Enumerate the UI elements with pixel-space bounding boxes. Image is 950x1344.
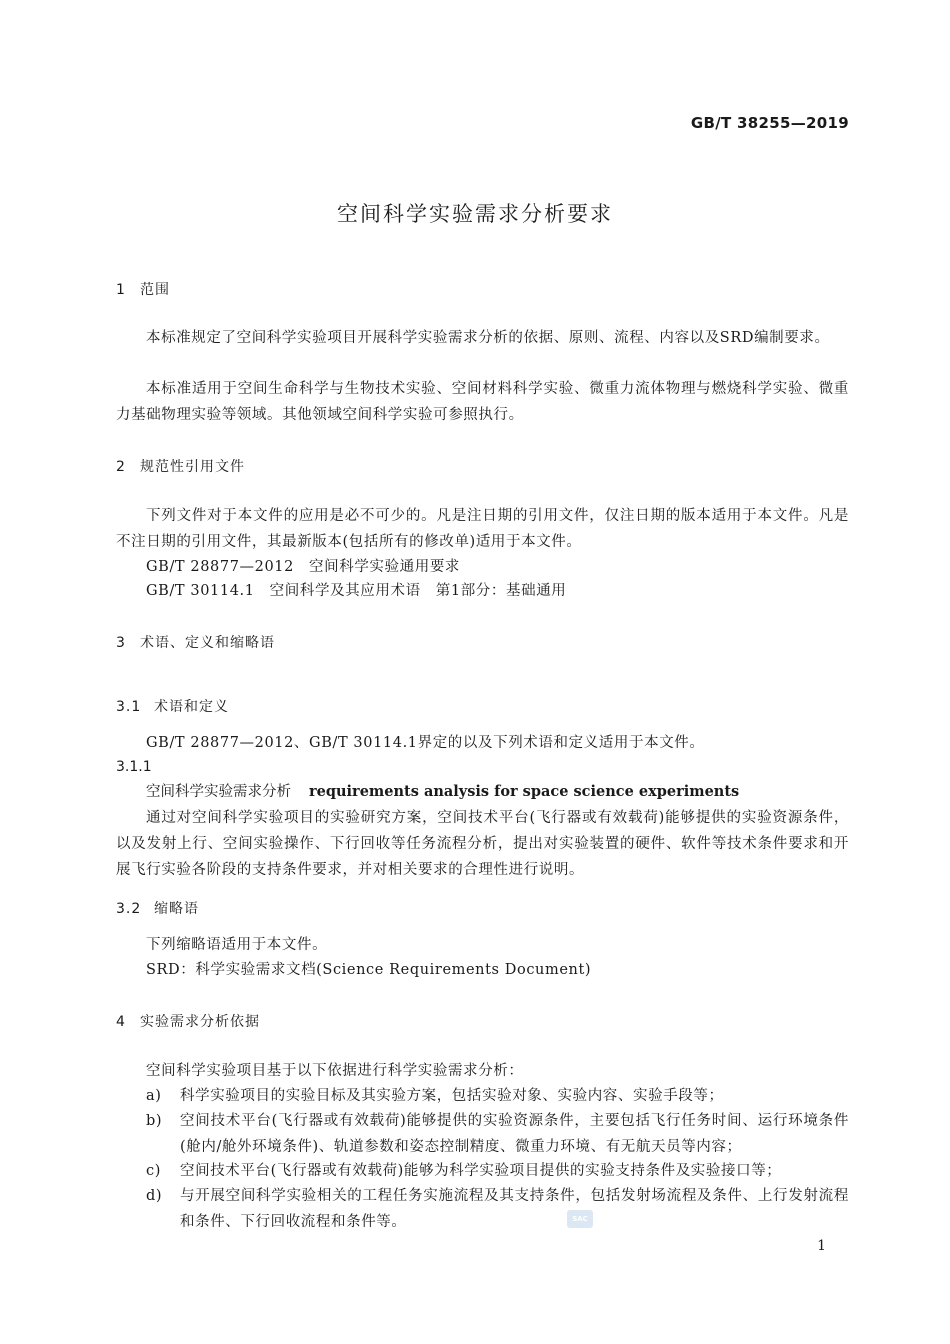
subsection-title: 缩略语 <box>154 901 199 917</box>
section-title: 实验需求分析依据 <box>140 1014 260 1030</box>
term-english: requirements analysis for space science experiments <box>309 783 740 800</box>
list-text: 科学实验项目的实验目标及其实验方案，包括实验对象、实验内容、实验手段等； <box>180 1088 724 1104</box>
list-item <box>146 1158 849 1184</box>
section-1-paragraph-1: 本标准规定了空间科学实验项目开展科学实验需求分析的依据、原则、流程、内容以及SRD编制要求。 <box>146 330 830 346</box>
section-number: 2 <box>116 459 126 475</box>
section-2-heading <box>116 456 245 476</box>
list-item <box>146 1183 849 1235</box>
terms-intro: GB/T 28877—2012、GB/T 30114.1界定的以及下列术语和定义适用于本文件。 <box>146 735 705 751</box>
term-entry <box>146 779 739 805</box>
list-marker: a) <box>146 1088 162 1104</box>
abbreviation-intro: 下列缩略语适用于本文件。 <box>146 937 328 953</box>
list-text: 与开展空间科学实验相关的工程任务实施流程及其支持条件，包括发射场流程及条件、上行发射流程和条件、下行回收流程和条件等。 <box>180 1188 849 1230</box>
section-3-heading <box>116 632 275 652</box>
section-1-heading <box>116 279 170 299</box>
term-number: 3.1.1 <box>116 759 152 775</box>
reference-1: GB/T 28877—2012 空间科学实验通用要求 <box>146 559 461 575</box>
section-title: 范围 <box>140 282 170 298</box>
section-title: 规范性引用文件 <box>140 459 245 475</box>
list-marker: c) <box>146 1163 161 1179</box>
section-2-paragraph: 下列文件对于本文件的应用是必不可少的。凡是注日期的引用文件，仅注日期的版本适用于本文件。凡是不注日期的引用文件，其最新版本(包括所有的修改单)适用于本文件。 <box>116 508 849 550</box>
document-title: 空间科学实验需求分析要求 <box>337 202 613 226</box>
section-1-paragraph-2: 本标准适用于空间生命科学与生物技术实验、空间材料科学实验、微重力流体物理与燃烧科学实验、微重力基础物理实验等领域。其他领域空间科学实验可参照执行。 <box>116 381 849 423</box>
standard-number: GB/T 38255—2019 <box>690 114 849 132</box>
list-item <box>146 1108 849 1160</box>
term-chinese: 空间科学实验需求分析 <box>146 784 291 800</box>
sac-watermark-logo: SAC <box>567 1210 593 1228</box>
basis-intro: 空间科学实验项目基于以下依据进行科学实验需求分析： <box>146 1063 524 1079</box>
list-item <box>146 1083 849 1109</box>
section-number: 4 <box>116 1014 126 1030</box>
list-text: 空间技术平台(飞行器或有效载荷)能够提供的实验资源条件，主要包括飞行任务时间、运行环境条件(舱内/舱外环境条件)、轨道参数和姿态控制精度、微重力环境、有无航天员等内容； <box>180 1113 849 1155</box>
section-title: 术语、定义和缩略语 <box>140 635 275 651</box>
page-number: 1 <box>817 1238 826 1254</box>
list-marker: d) <box>146 1188 163 1204</box>
subsection-3-1-heading <box>116 696 229 716</box>
list-marker: b) <box>146 1113 163 1129</box>
section-4-heading <box>116 1011 260 1031</box>
section-number: 3 <box>116 635 126 651</box>
abbreviation-srd: SRD：科学实验需求文档(Science Requirements Document) <box>146 962 592 978</box>
subsection-title: 术语和定义 <box>154 699 229 715</box>
subsection-number: 3.1 <box>116 699 142 715</box>
list-text: 空间技术平台(飞行器或有效载荷)能够为科学实验项目提供的实验支持条件及实验接口等； <box>180 1163 782 1179</box>
subsection-number: 3.2 <box>116 901 142 917</box>
term-definition: 通过对空间科学实验项目的实验研究方案，空间技术平台(飞行器或有效载荷)能够提供的实验资源条件，以及发射上行、空间实验操作、下行回收等任务流程分析，提出对实验装置的硬件、软件等技术条件要求和开展飞行实验各阶段的支持条件要求，并对相关要求的合理性进行说明。 <box>116 810 849 878</box>
section-number: 1 <box>116 282 126 298</box>
subsection-3-2-heading <box>116 898 199 918</box>
reference-2: GB/T 30114.1 空间科学及其应用术语 第1部分：基础通用 <box>146 583 567 599</box>
